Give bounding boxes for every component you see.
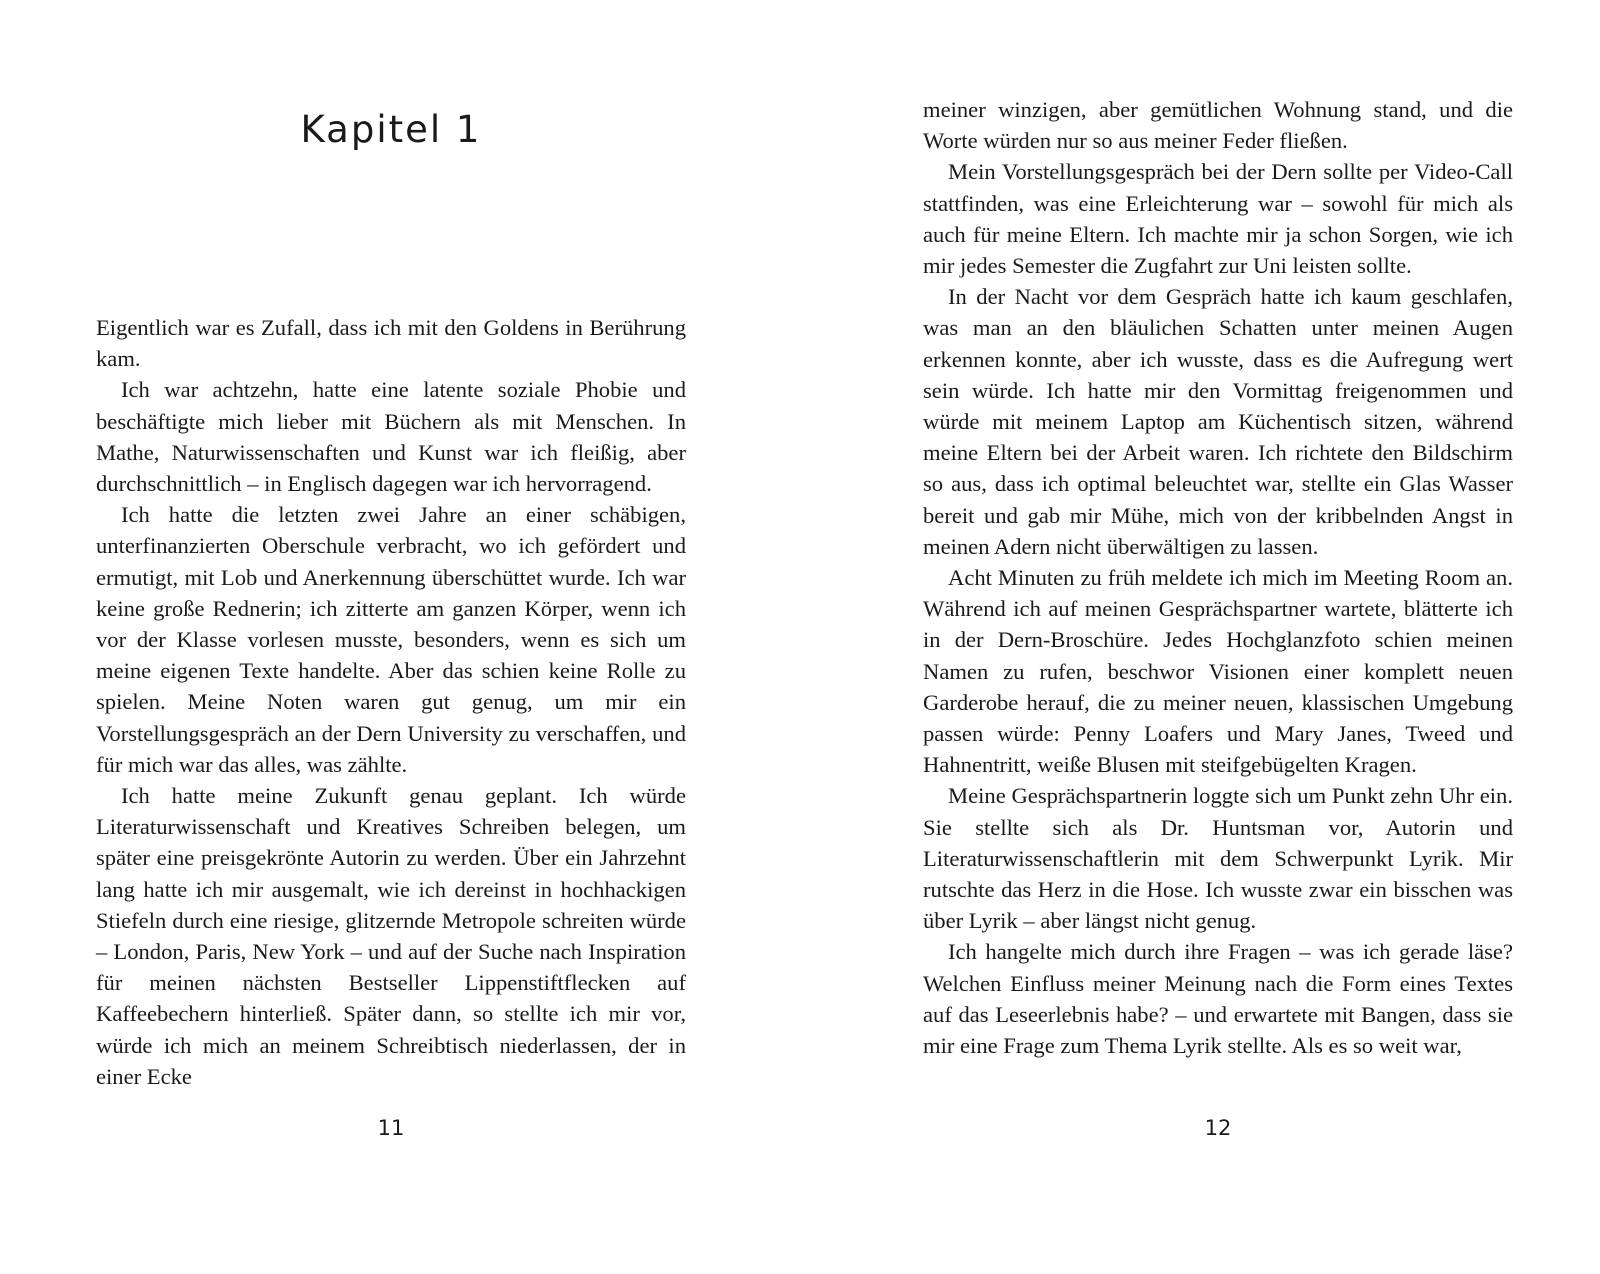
page-number: 12 [1204, 1116, 1232, 1140]
paragraph: Eigentlich war es Zufall, dass ich mit den Goldens in Berührung kam. [96, 315, 686, 372]
paragraph: In der Nacht vor dem Gespräch hatte ich kaum geschlafen, was man an den bläulichen Schatten unter meinen Augen erkennen konnte, aber ich wusste, dass es die Aufregung wert sein würde. Ich hatte mir den Vormittag freigenommen und würde mit meinem Laptop am Küchentisch sitzen, während meine Eltern bei der Arbeit waren. Ich richtete den Bildschirm so aus, dass ich optimal beleuchtet war, stellte ein Glas Wasser bereit und gab mir Mühe, mich von der kribbelnden Angst in meinen Adern nicht überwältigen zu lassen. [923, 284, 1513, 559]
paragraph: meiner winzigen, aber gemütlichen Wohnung stand, und die Worte würden nur so aus meiner Feder fließen. [923, 97, 1513, 154]
paragraph: Ich hatte die letzten zwei Jahre an einer schäbigen, unterfinanzierten Oberschule verbracht, wo ich gefördert und ermutigt, mit Lob und Anerkennung überschüttet wurde. Ich war keine große Rednerin; ich zitterte am ganzen Körper, wenn ich vor der Klasse vorlesen musste, besonders, wenn es sich um meine eigenen Texte handelte. Aber das schien keine Rolle zu spielen. Meine Noten waren gut genug, um mir ein Vorstellungsgespräch an der Dern University zu verschaffen, und für mich war das alles, was zählte. [96, 502, 686, 777]
left-page-text [96, 312, 686, 1092]
paragraph: Ich hatte meine Zukunft genau geplant. Ich würde Literaturwissenschaft und Kreatives Schreiben belegen, um später eine preisgekrönte Autorin zu werden. Über ein Jahrzehnt lang hatte ich mir ausgemalt, wie ich dereinst in hochhackigen Stiefeln durch eine riesige, glitzernde Metropole schreiten würde – London, Paris, New York – und auf der Suche nach Inspiration für meinen nächsten Bestseller Lippenstiftflecken auf Kaffeebechern hinterließ. Später dann, so stellte ich mir vor, würde ich mich an meinem Schreibtisch niederlassen, der in einer Ecke [96, 783, 686, 1089]
chapter-title: Kapitel 1 [300, 108, 482, 151]
paragraph: Mein Vorstellungsgespräch bei der Dern sollte per Video-Call stattfinden, was eine Erleichterung war – sowohl für mich als auch für meine Eltern. Ich machte mir ja schon Sorgen, wie ich mir jedes Semester die Zugfahrt zur Uni leisten sollte. [923, 159, 1513, 279]
page-number: 11 [377, 1116, 405, 1140]
right-page [800, 0, 1600, 1274]
right-page-text [923, 94, 1513, 1061]
paragraph: Ich hangelte mich durch ihre Fragen – was ich gerade läse? Welchen Einfluss meiner Meinung nach die Form eines Textes auf das Leseerlebnis habe? – und erwartete mit Bangen, dass sie mir eine Frage zum Thema Lyrik stellte. Als es so weit war, [923, 939, 1513, 1059]
paragraph: Acht Minuten zu früh meldete ich mich im Meeting Room an. Während ich auf meinen Gesprächspartner wartete, blätterte ich in der Dern-Broschüre. Jedes Hochglanzfoto schien meinen Namen zu rufen, beschwor Visionen einer komplett neuen Garderobe herauf, die zu meiner neuen, klassischen Umgebung passen würde: Penny Loafers und Mary Janes, Tweed und Hahnentritt, weiße Blusen mit steifgebügelten Kragen. [923, 565, 1513, 778]
paragraph: Ich war achtzehn, hatte eine latente soziale Phobie und beschäftigte mich lieber mit Büchern als mit Menschen. In Mathe, Naturwissenschaften und Kunst war ich fleißig, aber durchschnittlich – in Englisch dagegen war ich hervorragend. [96, 377, 686, 497]
paragraph: Meine Gesprächspartnerin loggte sich um Punkt zehn Uhr ein. Sie stellte sich als Dr. Huntsman vor, Autorin und Literaturwissenschaftlerin mit dem Schwerpunkt Lyrik. Mir rutschte das Herz in die Hose. Ich wusste zwar ein bisschen was über Lyrik – aber längst nicht genug. [923, 783, 1513, 934]
